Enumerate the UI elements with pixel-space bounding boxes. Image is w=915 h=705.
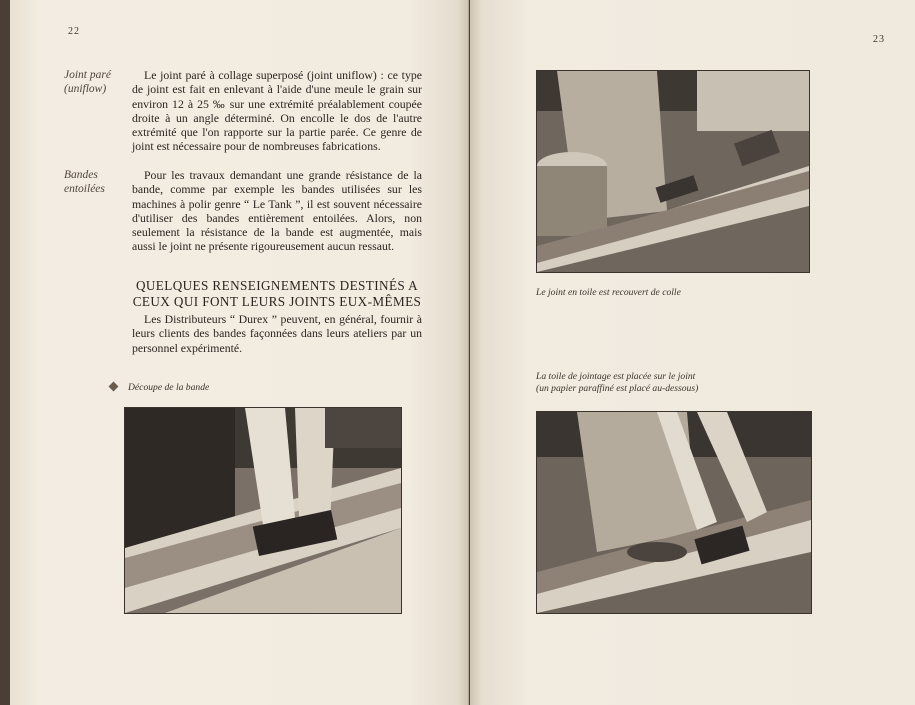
left-page	[10, 0, 469, 705]
paragraph-bandes-entoilees: Pour les travaux demandant une grande résistance de la bande, comme par exemple les bandes utilisées sur les machines à polir genre “ Le Tank ”, il est souvent nécessaire d'utiliser des bandes entièrement entoilées. Alors, non seulement la résistance de la bande est augmentée, mais aussi le joint ne présente rigoureusement aucun ressaut.	[132, 168, 422, 254]
photo-toile-jointage	[536, 411, 812, 614]
right-page	[470, 0, 915, 705]
page-number-right: 23	[873, 34, 885, 45]
photo-caption-decoupe: Découpe de la bande	[128, 382, 210, 393]
photo-decoupe-bande	[124, 407, 402, 614]
caption-line: La toile de jointage est placée sur le joint	[536, 371, 696, 382]
photo-caption-jointage	[536, 371, 856, 395]
section-heading: QUELQUES RENSEIGNEMENTS DESTINÉS A CEUX QUI FONT LEURS JOINTS EUX-MÊMES	[132, 278, 422, 309]
margin-note-bandes-entoilees	[64, 168, 124, 196]
photo-joint-colle	[536, 70, 810, 273]
margin-note-line: Joint paré	[64, 69, 111, 81]
paragraph-distributeurs: Les Distributeurs “ Durex ” peuvent, en général, fournir à leurs clients des bandes façonnées dans leurs ateliers par un personnel expérimenté.	[132, 312, 422, 355]
paragraph-joint-pare: Le joint paré à collage superposé (joint uniflow) : ce type de joint est fait en enlevant à l'aide d'une meule le grain sur environ 12 à 25 ‰ sur une extrémité préalablement coupée droite à un angle déterminé. On encolle le dos de l'autre extrémité que l'on rapporte sur la partie parée. Ce genre de joint est nécessaire pour de nombreuses fabrications.	[132, 68, 422, 154]
page-number-left: 22	[68, 26, 80, 37]
caption-line: (un papier paraffiné est placé au-dessous)	[536, 383, 699, 394]
margin-note-joint-pare	[64, 68, 124, 96]
photo-caption-colle: Le joint en toile est recouvert de colle	[536, 287, 681, 298]
margin-note-line: Bandes	[64, 169, 98, 181]
margin-note-line: entoilées	[64, 183, 105, 195]
margin-note-line: (uniflow)	[64, 83, 107, 95]
ornament-bullet	[109, 382, 119, 392]
